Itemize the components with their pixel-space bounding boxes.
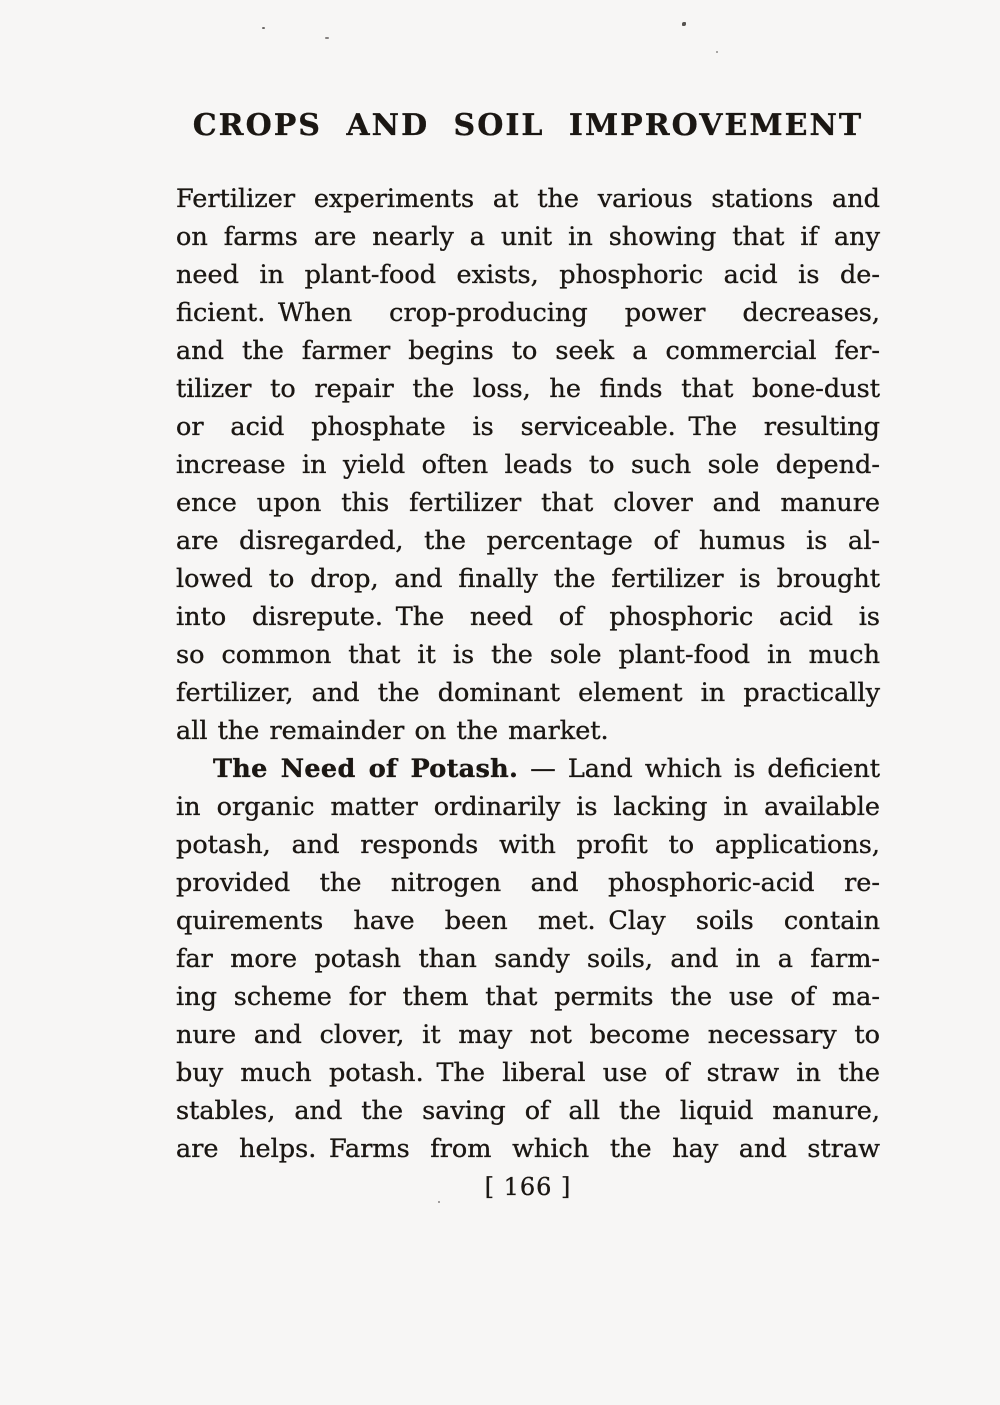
text-line: provided the nitrogen and phosphoric-acid re-: [176, 868, 880, 898]
text-line: in organic matter ordinarily is lacking in available: [176, 792, 880, 822]
page-number: [ 166 ]: [484, 1173, 572, 1201]
text-line: into disrepute. The need of phosphoric acid is: [176, 602, 880, 632]
text-line: The Need of Potash. — Land which is deficient: [213, 754, 880, 784]
text-line: nure and clover, it may not become necessary to: [176, 1020, 880, 1050]
scan-speck: [716, 51, 718, 53]
text-line: on farms are nearly a unit in showing that if any: [176, 222, 880, 252]
text-line: ence upon this fertilizer that clover and manure: [176, 488, 880, 518]
text-line: stables, and the saving of all the liquid manure,: [176, 1096, 880, 1126]
text-line: ficient. When crop-producing power decreases,: [176, 298, 880, 328]
page-title: CROPS AND SOIL IMPROVEMENT: [192, 108, 864, 143]
text-line: all the remainder on the market.: [176, 716, 609, 746]
text-line: ing scheme for them that permits the use of ma-: [176, 982, 880, 1012]
text-line: potash, and responds with profit to applications,: [176, 830, 880, 860]
text-line: fertilizer, and the dominant element in practically: [176, 678, 880, 708]
scan-speck: [682, 22, 686, 26]
scan-speck: [262, 27, 265, 29]
text-line: need in plant-food exists, phosphoric acid is de-: [176, 260, 880, 290]
text-line: far more potash than sandy soils, and in a farm-: [176, 944, 880, 974]
text-line: increase in yield often leads to such sole depend-: [176, 450, 880, 480]
text-line: Fertilizer experiments at the various stations and: [176, 184, 880, 214]
text-line: and the farmer begins to seek a commercial fer-: [176, 336, 880, 366]
text-line: so common that it is the sole plant-food in much: [176, 640, 880, 670]
text-line: lowed to drop, and finally the fertilizer is brought: [176, 564, 880, 594]
page-body: [176, 180, 880, 1168]
text-line: are disregarded, the percentage of humus is al-: [176, 526, 880, 556]
run-in-subheading: The Need of Potash.: [213, 754, 519, 784]
text-block: [176, 106, 880, 1204]
text-line: buy much potash. The liberal use of straw in the: [176, 1058, 880, 1088]
text-line: tilizer to repair the loss, he finds that bone-dust: [176, 374, 880, 404]
text-line: are helps. Farms from which the hay and straw: [176, 1134, 880, 1164]
scan-speck: [325, 37, 329, 39]
text-line: quirements have been met. Clay soils contain: [176, 906, 880, 936]
text-line: or acid phosphate is serviceable. The resulting: [176, 412, 880, 442]
